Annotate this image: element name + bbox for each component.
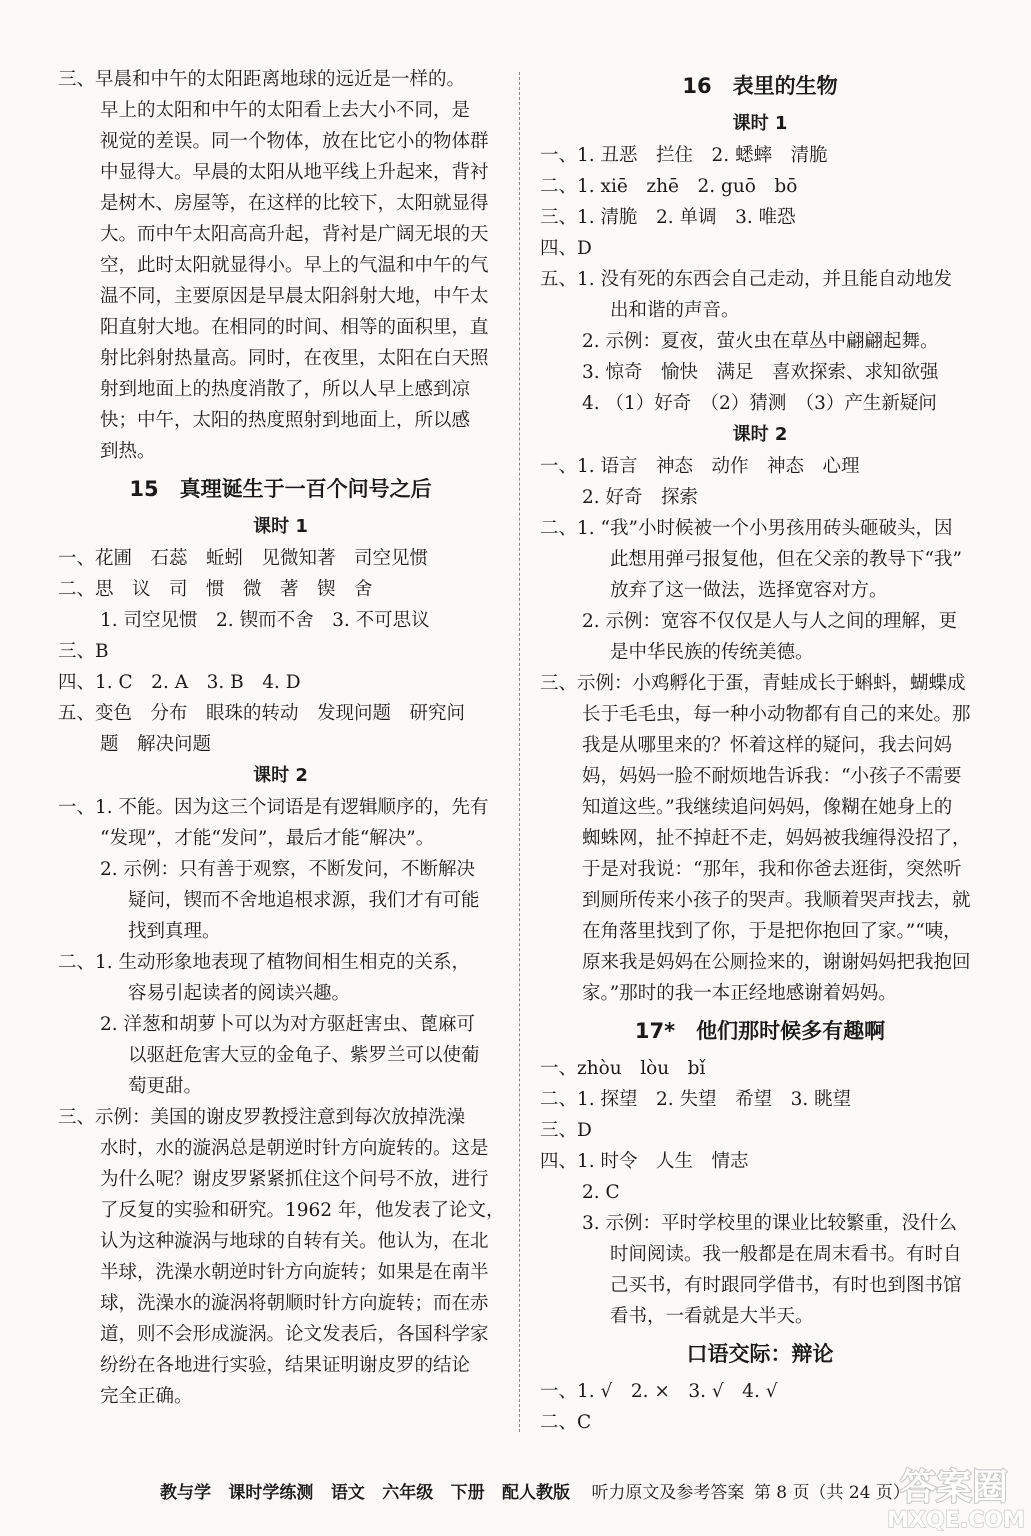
text-line: 半球，洗澡水朝逆时针方向旋转；如果是在南半 xyxy=(100,1262,489,1283)
lesson-17-title: 17* 他们那时候多有趣啊 xyxy=(634,1019,886,1043)
text-line: 四、1. C 2. A 3. B 4. D xyxy=(58,672,301,693)
footer-subject: 语文 xyxy=(330,1483,365,1503)
text-line: 五、1. 没有死的东西会自己走动，并且能自动地发 xyxy=(540,269,953,290)
text-line: 放弃了这一做法，选择宽容对方。 xyxy=(610,580,888,601)
column-divider xyxy=(519,72,520,1432)
text-line: 阳直射大地。在相同的时间、相等的面积里，直 xyxy=(100,317,489,338)
page-number: 第 8 页（共 24 页） xyxy=(753,1483,910,1503)
text-line: 三、示例：美国的谢皮罗教授注意到每次放掉洗澡 xyxy=(58,1107,466,1128)
text-line: 大。而中午太阳高高升起，背衬是广阔无垠的天 xyxy=(100,224,489,245)
text-line: 为什么呢？谢皮罗紧紧抓住这个问号不放，进行 xyxy=(100,1169,489,1190)
text-line: 出和谐的声音。 xyxy=(610,300,740,321)
text-line: 一、花圃 石蕊 蚯蚓 见微知著 司空见惯 xyxy=(58,548,429,569)
text-line: 三、D xyxy=(540,1120,592,1141)
lesson-15-period-1-title: 课时 1 xyxy=(253,516,308,537)
text-line: 三、1. 清脆 2. 单调 3. 唯恐 xyxy=(540,207,796,228)
text-line: 二、1. xiē zhē 2. guō bō xyxy=(540,176,798,197)
text-line: 2. 洋葱和胡萝卜可以为对方驱赶害虫、蓖麻可 xyxy=(100,1014,476,1035)
svg-text:答案圈: 答案圈 xyxy=(899,1467,1009,1508)
text-line: 2. C xyxy=(582,1182,620,1203)
footer-description: 听力原文及参考答案 xyxy=(591,1483,745,1503)
text-line: 我是从哪里来的？怀着这样的疑问，我去问妈 xyxy=(582,735,953,756)
text-line: 到热。 xyxy=(100,441,156,462)
text-line: 妈，妈妈一脸不耐烦地告诉我：“小孩子不需要 xyxy=(582,766,962,787)
lesson-15-title: 15 真理诞生于一百个问号之后 xyxy=(129,477,432,501)
footer-grade: 六年级 xyxy=(382,1483,434,1503)
text-line: 二、1. 探望 2. 失望 希望 3. 眺望 xyxy=(540,1089,852,1110)
text-line: 于是对我说：“那年，我和你爸去逛街，突然听 xyxy=(582,859,962,880)
text-line: 视觉的差误。同一个物体，放在比它小的物体群 xyxy=(100,131,489,152)
text-line: 完全正确。 xyxy=(100,1386,193,1407)
text-line: 蜘蛛网，扯不掉赶不走，妈妈被我缠得没招了， xyxy=(582,828,971,849)
text-line: 温不同，主要原因是早晨太阳斜射大地，中午太 xyxy=(100,286,489,307)
text-line: 四、D xyxy=(540,238,592,259)
text-line: 家。”那时的我一本正经地感谢着妈妈。 xyxy=(582,983,897,1004)
text-line: 萄更甜。 xyxy=(128,1076,203,1097)
text-line: 己买书，有时跟同学借书，有时也到图书馆 xyxy=(610,1275,962,1296)
right-column xyxy=(540,64,980,1438)
text-line: 三、早晨和中午的太阳距离地球的远近是一样的。 xyxy=(58,69,466,90)
text-line: 是树木、房屋等，在这样的比较下，太阳就显得 xyxy=(100,193,489,214)
svg-text:MXQE.COM: MXQE.COM xyxy=(887,1508,1025,1533)
text-line: 二、1. 生动形象地表现了植物间相生相克的关系， xyxy=(58,952,471,973)
left-column xyxy=(58,64,503,1412)
text-line: 一、zhòu lòu bǐ xyxy=(540,1058,706,1079)
text-line: 原来我是妈妈在公厕捡来的，谢谢妈妈把我抱回 xyxy=(582,952,971,973)
text-line: 三、示例：小鸡孵化于蛋，青蛙成长于蝌蚪，蝴蝶成 xyxy=(540,673,966,694)
text-line: 题 解决问题 xyxy=(100,734,212,755)
text-line: 知道这些。”我继续追问妈妈，像糊在她身上的 xyxy=(582,797,953,818)
text-line: 中显得大。早晨的太阳从地平线上升起来，背衬 xyxy=(100,162,489,183)
text-line: 到厕所传来小孩子的哭声。我顺着哭声找去，就 xyxy=(582,890,971,911)
text-line: 2. 好奇 探索 xyxy=(582,487,699,508)
text-line: 三、B xyxy=(58,641,109,662)
text-line: 2. 示例：宽容不仅仅是人与人之间的理解，更 xyxy=(582,611,958,632)
footer-edition: 配人教版 xyxy=(502,1483,571,1503)
watermark-logo xyxy=(880,1455,1028,1533)
oral-communication-title: 口语交际：辩论 xyxy=(686,1342,834,1366)
text-line: 看书，一看就是大半天。 xyxy=(610,1306,814,1327)
text-line: 快；中午，太阳的热度照射到地面上，所以感 xyxy=(100,410,471,431)
text-line: 找到真理。 xyxy=(128,921,221,942)
text-line: 二、1. “我”小时候被一个小男孩用砖头砸破头，因 xyxy=(540,518,953,539)
text-line: 二、C xyxy=(540,1412,592,1433)
text-line: 一、1. 丑恶 拦住 2. 蟋蟀 清脆 xyxy=(540,145,828,166)
footer-brand: 教与学 xyxy=(160,1483,211,1503)
text-line: 此想用弹弓报复他，但在父亲的教导下“我” xyxy=(610,549,962,570)
text-line: 2. 示例：只有善于观察，不断发问，不断解决 xyxy=(100,859,476,880)
text-line: 是中华民族的传统美德。 xyxy=(610,642,814,663)
lesson-15-period-2-title: 课时 2 xyxy=(253,765,308,786)
text-line: 在角落里找到了你，于是把你抱回了家。”“咦， xyxy=(582,921,962,942)
text-line: 以驱赶危害大豆的金龟子、紫罗兰可以使葡 xyxy=(128,1045,480,1066)
text-line: 1. 司空见惯 2. 锲而不舍 3. 不可思议 xyxy=(100,610,430,631)
footer-series: 课时学练测 xyxy=(228,1483,314,1503)
text-line: 纷纷在各地进行实验，结果证明谢皮罗的结论 xyxy=(100,1355,471,1376)
text-line: 射比斜射热量高。同时，在夜里，太阳在白天照 xyxy=(100,348,489,369)
text-line: 水时，水的漩涡总是朝逆时针方向旋转的。这是 xyxy=(100,1138,489,1159)
text-line: “发现”，才能“发问”，最后才能“解决”。 xyxy=(100,828,435,849)
text-line: 认为这种漩涡与地球的自转有关。他认为，在北 xyxy=(100,1231,489,1252)
text-line: 了反复的实验和研究。1962 年，他发表了论文， xyxy=(100,1200,505,1221)
text-line: 射到地面上的热度消散了，所以人早上感到凉 xyxy=(100,379,471,400)
text-line: 容易引起读者的阅读兴趣。 xyxy=(128,983,351,1004)
lesson-16-title: 16 表里的生物 xyxy=(682,74,838,98)
text-line: 3. 惊奇 愉快 满足 喜欢探索、求知欲强 xyxy=(582,362,939,383)
text-line: 早上的太阳和中午的太阳看上去大小不同，是 xyxy=(100,100,471,121)
text-line: 时间阅读。我一般都是在周末看书。有时自 xyxy=(610,1244,962,1265)
lesson-16-period-1-title: 课时 1 xyxy=(732,113,788,134)
text-line: 长于毛毛虫，每一种小动物都有自己的来处。那 xyxy=(582,704,971,725)
text-line: 一、1. 语言 神态 动作 神态 心理 xyxy=(540,456,860,477)
text-line: 4. （1）好奇 （2）猜测 （3）产生新疑问 xyxy=(582,393,937,414)
text-line: 疑问，锲而不舍地追根求源，我们才有可能 xyxy=(128,890,480,911)
text-line: 一、1. √ 2. × 3. √ 4. √ xyxy=(540,1381,778,1402)
text-line: 2. 示例：夏夜，萤火虫在草丛中翩翩起舞。 xyxy=(582,331,939,352)
lesson-16-period-2-title: 课时 2 xyxy=(732,424,788,445)
text-line: 二、思 议 司 惯 微 著 锲 舍 xyxy=(58,579,373,600)
page-footer xyxy=(160,1478,910,1503)
text-line: 五、变色 分布 眼珠的转动 发现问题 研究问 xyxy=(58,703,466,724)
text-line: 四、1. 时令 人生 情志 xyxy=(540,1151,749,1172)
footer-volume: 下册 xyxy=(450,1483,485,1503)
text-line: 3. 示例：平时学校里的课业比较繁重，没什么 xyxy=(582,1213,958,1234)
text-line: 道，则不会形成漩涡。论文发表后，各国科学家 xyxy=(100,1324,489,1345)
text-line: 空，此时太阳就显得小。早上的气温和中午的气 xyxy=(100,255,489,276)
text-line: 一、1. 不能。因为这三个词语是有逻辑顺序的，先有 xyxy=(58,797,489,818)
text-line: 球，洗澡水的漩涡将朝顺时针方向旋转；而在赤 xyxy=(100,1293,489,1314)
